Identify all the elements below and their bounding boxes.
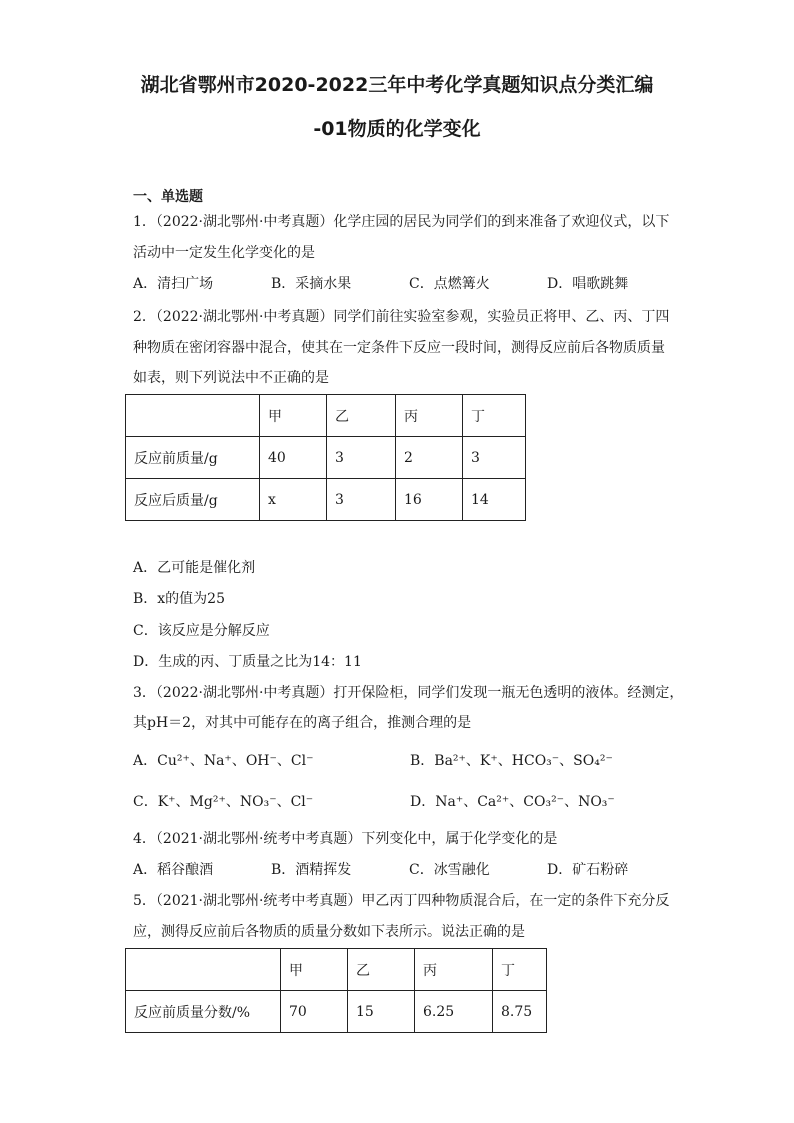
q3-option-c: C．K⁺、Mg²⁺、NO₃⁻、Cl⁻ (133, 794, 314, 810)
table-cell: 反应前质量分数/% (126, 991, 281, 1033)
q3-option-b: B．Ba²⁺、K⁺、HCO₃⁻、SO₄²⁻ (410, 753, 613, 769)
table-header-row (126, 395, 526, 437)
q2-option-c: C．该反应是分解反应 (133, 623, 270, 639)
q1-option-c: C．点燃篝火 (409, 276, 490, 292)
table-cell: 乙 (348, 949, 415, 991)
q2-option-d: D．生成的丙、丁质量之比为14：11 (133, 654, 362, 670)
q1-stem-line-2: 活动中一定发生化学变化的是 (133, 245, 315, 261)
q4-option-c: C．冰雪融化 (409, 862, 490, 878)
table-cell (126, 949, 281, 991)
q1-stem-line-1: 1．（2022·湖北鄂州·中考真题）化学庄园的居民为同学们的到来准备了欢迎仪式，以下 (133, 214, 670, 230)
table-row (126, 479, 526, 521)
q2-mass-table (125, 394, 526, 521)
q4-stem-line-1: 4．（2021·湖北鄂州·统考中考真题）下列变化中，属于化学变化的是 (133, 831, 558, 847)
table-cell: 3 (327, 437, 396, 479)
table-cell: 丙 (396, 395, 463, 437)
q2-stem-line-2: 种物质在密闭容器中混合，使其在一定条件下反应一段时间，测得反应前后各物质质量 (133, 340, 665, 356)
q1-option-a: A．清扫广场 (133, 276, 214, 292)
q4-option-d: D．矿石粉碎 (547, 862, 629, 878)
document-title-line-2: -01物质的化学变化 (313, 118, 481, 140)
table-cell (126, 395, 260, 437)
q3-option-a: A．Cu²⁺、Na⁺、OH⁻、Cl⁻ (133, 753, 314, 769)
section-heading: 一、单选题 (133, 189, 203, 205)
q2-option-a: A．乙可能是催化剂 (133, 560, 256, 576)
table-row (126, 991, 547, 1033)
table-cell: 15 (348, 991, 415, 1033)
table-cell: 丙 (415, 949, 493, 991)
table-cell: 丁 (493, 949, 547, 991)
q4-option-a: A．稻谷酿酒 (133, 862, 214, 878)
q3-option-d: D．Na⁺、Ca²⁺、CO₃²⁻、NO₃⁻ (410, 794, 615, 810)
q1-option-b: B．采摘水果 (271, 276, 352, 292)
table-cell: x (260, 479, 327, 521)
table-header-row (126, 949, 547, 991)
table-cell: 14 (463, 479, 526, 521)
q2-option-b: B．x的值为25 (133, 591, 225, 607)
table-cell: 70 (281, 991, 348, 1033)
q1-option-d: D．唱歌跳舞 (547, 276, 629, 292)
table-cell: 16 (396, 479, 463, 521)
table-row (126, 437, 526, 479)
table-cell: 40 (260, 437, 327, 479)
table-cell: 反应前质量/g (126, 437, 260, 479)
table-cell: 3 (463, 437, 526, 479)
document-title-line-1: 湖北省鄂州市2020-2022三年中考化学真题知识点分类汇编 (140, 74, 654, 96)
table-cell: 3 (327, 479, 396, 521)
table-cell: 甲 (260, 395, 327, 437)
table-cell: 2 (396, 437, 463, 479)
q3-stem-line-1: 3．（2022·湖北鄂州·中考真题）打开保险柜，同学们发现一瓶无色透明的液体。经测定， (133, 685, 684, 701)
q2-stem-line-3: 如表，则下列说法中不正确的是 (133, 370, 329, 386)
table-cell: 乙 (327, 395, 396, 437)
q4-option-b: B．酒精挥发 (271, 862, 352, 878)
q5-stem-line-1: 5．（2021·湖北鄂州·统考中考真题）甲乙丙丁四种物质混合后，在一定的条件下充分反 (133, 893, 670, 909)
q3-stem-line-2: 其pH＝2，对其中可能存在的离子组合，推测合理的是 (133, 715, 472, 731)
table-cell: 8.75 (493, 991, 547, 1033)
q5-stem-line-2: 应，测得反应前后各物质的质量分数如下表所示。说法正确的是 (133, 924, 525, 940)
table-cell: 甲 (281, 949, 348, 991)
table-cell: 反应后质量/g (126, 479, 260, 521)
table-cell: 丁 (463, 395, 526, 437)
table-cell: 6.25 (415, 991, 493, 1033)
q2-stem-line-1: 2．（2022·湖北鄂州·中考真题）同学们前往实验室参观，实验员正将甲、乙、丙、丁四 (133, 309, 670, 325)
q5-mass-fraction-table (125, 948, 547, 1033)
